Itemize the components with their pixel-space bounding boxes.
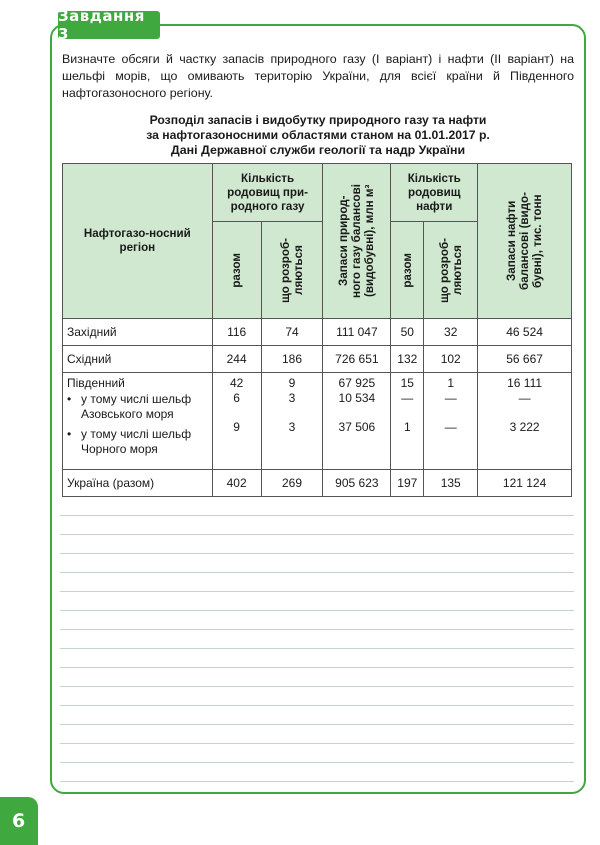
header-oil-developed: що розроб- ляються	[424, 222, 478, 319]
cell-value: 197	[391, 470, 424, 497]
cell-value: 56 667	[478, 346, 572, 373]
cell-value: 121 124	[478, 470, 572, 497]
task-title-badge: Завдання 3	[58, 11, 160, 39]
region-subitem: у тому числі шельф Чорного моря	[81, 427, 192, 456]
answer-writing-lines[interactable]	[60, 497, 574, 787]
header-gas-reserves: Запаси природ- ного газу балансові (видобувні), млн м³	[323, 164, 391, 319]
header-gas-fields: Кількість родовищ при-родного газу	[212, 164, 323, 222]
cell-value: 111 047	[323, 319, 391, 346]
region-name: Південний • у тому числі шельф Азовського моря • у тому числі шельф Чорного моря	[63, 373, 213, 470]
bullet-icon: •	[67, 427, 72, 441]
header-gas-developed: що розроб- ляються	[261, 222, 323, 319]
region-name: Східний	[63, 346, 213, 373]
caption-line-2: за нафтогазоносними областями станом на 01.01.2017 р.	[146, 128, 490, 142]
bullet-icon: •	[67, 392, 72, 406]
cell-value: 102	[424, 346, 478, 373]
page-number: 6	[12, 810, 26, 832]
reserves-table	[62, 163, 572, 497]
caption-line-1: Розподіл запасів і видобутку природного газу та нафти	[149, 113, 487, 127]
cell-value: 905 623	[323, 470, 391, 497]
header-region: Нафтогазо-носний регіон	[63, 164, 213, 319]
table-row-south: Південний • у тому числі шельф Азовського моря • у тому числі шельф Чорного моря 42 6 9 9 3 3 67 925 10 534 37 506 15 — 1 1 — — 16 111 — 3 222	[63, 373, 572, 470]
cell-value: 269	[261, 470, 323, 497]
region-name: Західний	[63, 319, 213, 346]
cell-value: 244	[212, 346, 261, 373]
header-oil-fields: Кількість родовищ нафти	[391, 164, 478, 222]
region-name: Україна (разом)	[63, 470, 213, 497]
cell-value: 402	[212, 470, 261, 497]
table-caption	[62, 113, 574, 158]
table-row	[63, 319, 572, 346]
cell-value: 116	[212, 319, 261, 346]
cell-value: 135	[424, 470, 478, 497]
table-row-total	[63, 470, 572, 497]
cell-value: 74	[261, 319, 323, 346]
header-oil-total: разом	[391, 222, 424, 319]
cell-value: 50	[391, 319, 424, 346]
cell-value: 726 651	[323, 346, 391, 373]
table-row	[63, 346, 572, 373]
caption-source: Дані Державної служби геології та надр України	[170, 143, 466, 157]
cell-value: 186	[261, 346, 323, 373]
region-subitem: у тому числі шельф Азовського моря	[81, 392, 192, 421]
cell-value: 132	[391, 346, 424, 373]
cell-value: 46 524	[478, 319, 572, 346]
task-instruction: Визначте обсяги й частку запасів природного газу (І варіант) і нафти (ІІ варіант) на шельфі морів, що омивають територію України, для всієї країни й Південного нафтогазоносного регіону.	[62, 52, 574, 100]
header-oil-reserves: Запаси нафти балансові (видо- бувні), тис. тонн	[478, 164, 572, 319]
header-gas-total: разом	[212, 222, 261, 319]
cell-value: 32	[424, 319, 478, 346]
